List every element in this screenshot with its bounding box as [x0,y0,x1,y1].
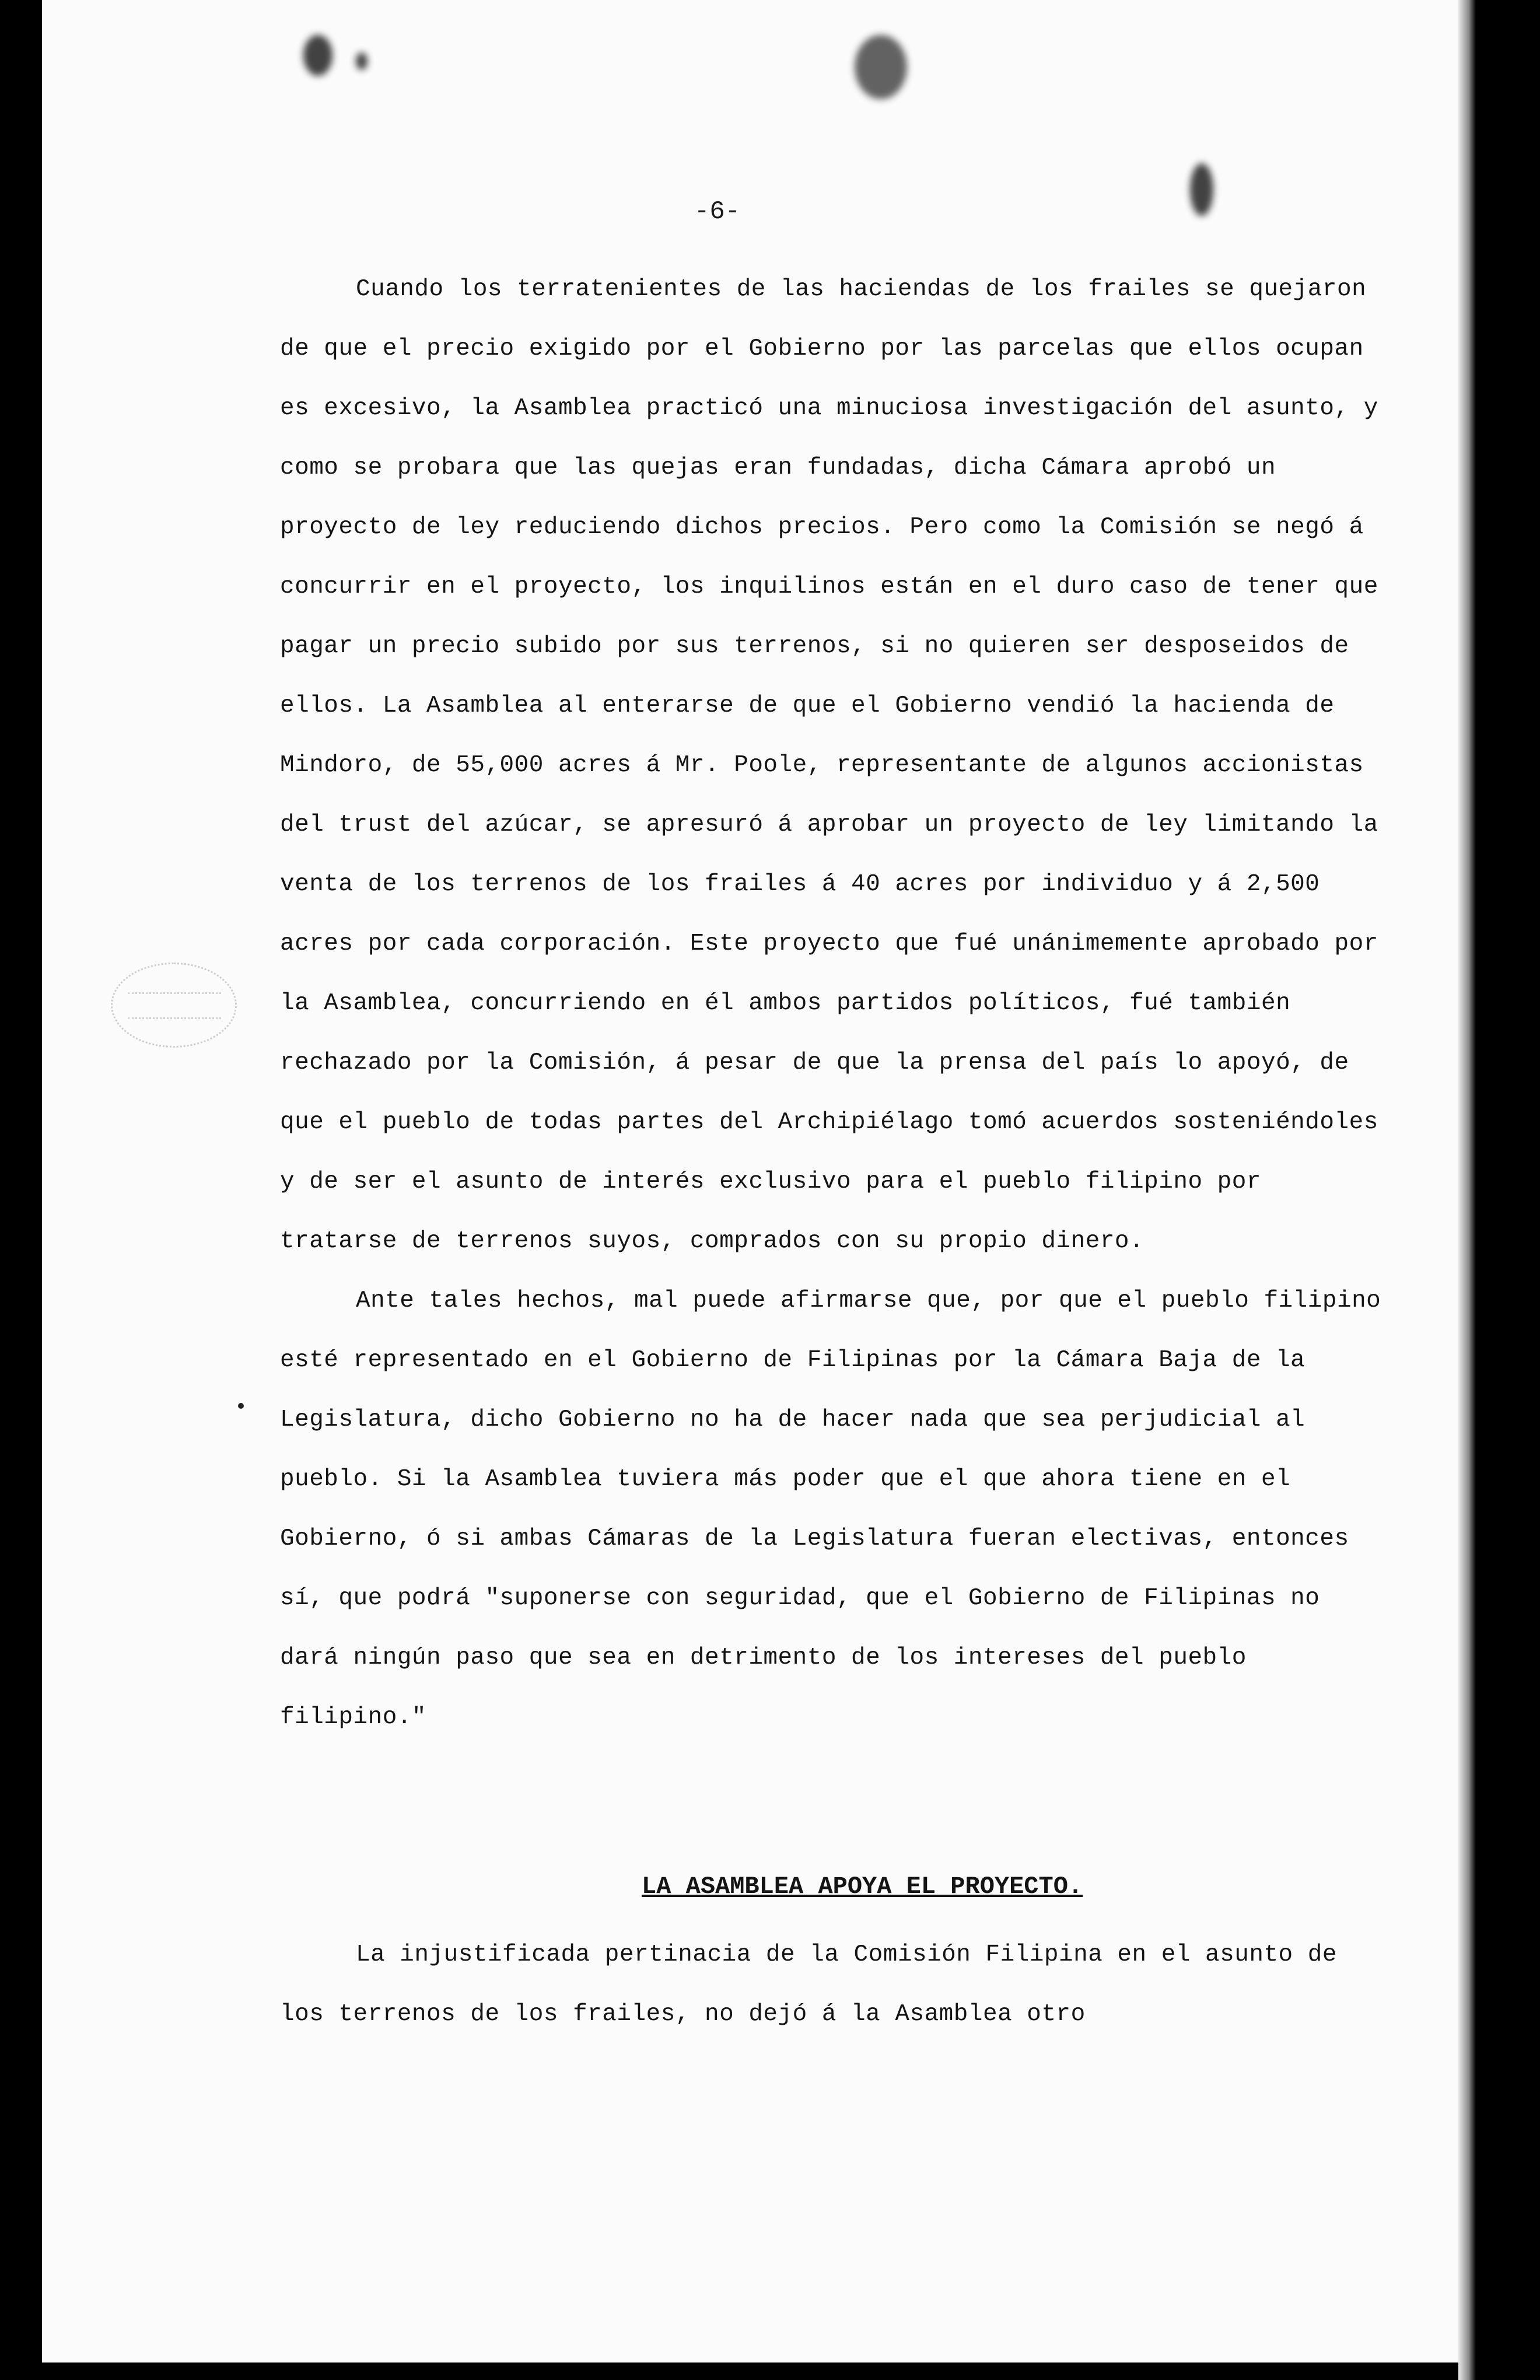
section-heading: LA ASAMBLEA APOYA EL PROYECTO. [642,1873,1083,1901]
paragraph-2: Ante tales hechos, mal puede afirmarse que, por que el pueblo filipino esté representado en el Gobierno de Filipinas por la Cámara Baja de la Legislatura, dicho Gobierno no ha de hacer nada que sea perjudicial al pueblo. Si la Asamblea tuviera más poder que el que ahora tiene en el Gobierno, ó si ambas Cámaras de la Legislatura fueran electivas, entonces sí, que podrá "suponerse con seguridad, que el Gobierno de Filipinas no dará ningún paso que sea en detrimento de los intereses del pueblo filipino." [280,1287,1381,1731]
page-number: -6- [694,197,741,226]
margin-mark [238,1403,244,1409]
stamp-inner-band [128,992,221,1019]
faint-library-stamp [111,963,237,1048]
page-edge-shadow [1458,0,1476,2380]
main-text [280,260,1388,1747]
ink-smudge [303,35,332,76]
paragraph-1: Cuando los terratenientes de las haciendas de los frailes se quejaron de que el precio exigido por el Gobierno por las parcelas que ellos ocupan es excesivo, la Asamblea practicó una minuciosa investigación del asunto, y como se probara que las quejas eran fundadas, dicha Cámara aprobó un proyecto de ley reduciendo dichos precios. Pero como la Comisión se negó á concurrir en el proyecto, los inquilinos están en el duro caso de tener que pagar un precio subido por sus terrenos, si no quieren ser desposeidos de ellos. La Asamblea al enterarse de que el Gobierno vendió la hacienda de Mindoro, de 55,000 acres á Mr. Poole, representante de algunos accionistas del trust del azúcar, se apresuró á aprobar un proyecto de ley limitando la venta de los terrenos de los frailes á 40 acres por individuo y á 2,500 acres por cada corporación. Este proyecto que fué unánimemente aprobado por la Asamblea, concurriendo en él ambos partidos políticos, fué también rechazado por la Comisión, á pesar de que la prensa del país lo apoyó, de que el pueblo de todas partes del Archipiélago tomó acuerdos sosteniéndoles y de ser el asunto de interés exclusivo para el pueblo filipino por tratarse de terrenos suyos, comprados con su propio dinero. [280,276,1378,1255]
ink-smudge [1190,163,1213,216]
section-text [280,1925,1388,2044]
ink-smudge [855,35,907,99]
paragraph-3: La injustificada pertinacia de la Comisión Filipina en el asunto de los terrenos de los frailes, no dejó á la Asamblea otro [280,1941,1337,2028]
ink-smudge [356,52,368,70]
